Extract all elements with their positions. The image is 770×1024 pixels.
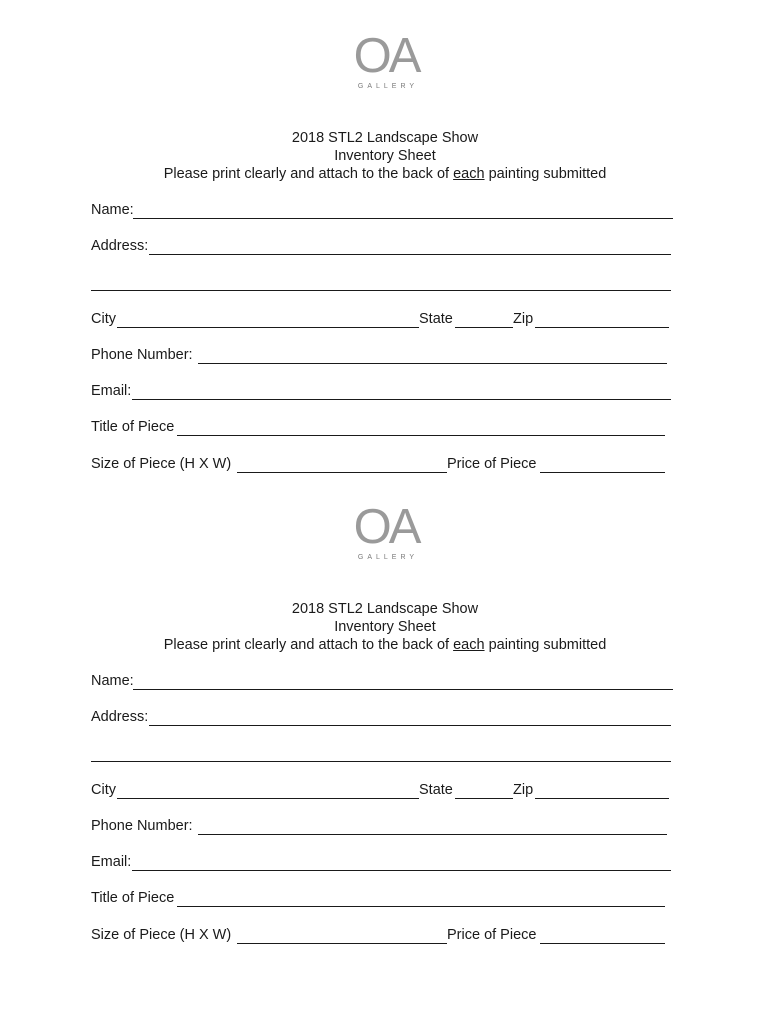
email-label: Email: [91,854,132,870]
phone-label: Phone Number: [91,347,193,363]
city-label: City [91,311,116,327]
instructions-after: painting submitted [484,166,607,182]
address-label: Address: [91,709,149,725]
inventory-sheet-2 [0,471,770,941]
show-title: 2018 STL2 Landscape Show [291,601,479,617]
phone-label: Phone Number: [91,818,193,834]
inventory-sheet-1 [0,0,770,470]
instructions [0,165,770,183]
instructions-before: Please print clearly and attach to the back of [163,637,454,653]
name-row [91,201,673,219]
price-label: Price of Piece [447,456,537,472]
state-field[interactable] [455,798,513,799]
price-label: Price of Piece [447,927,537,943]
address-line-2-row [91,273,671,291]
name-field[interactable] [133,689,673,690]
show-title: 2018 STL2 Landscape Show [291,130,479,146]
gallery-logo [336,29,436,92]
logo-mark: OA [353,29,419,83]
address-line-2-field[interactable] [91,761,671,762]
title-label: Title of Piece [91,890,175,906]
title-row [91,889,665,907]
instructions-emphasis: each [453,637,485,653]
size-field[interactable] [237,943,447,944]
name-label: Name: [91,673,134,689]
title-row [91,418,665,436]
gallery-logo [336,500,436,563]
phone-row [91,817,667,835]
zip-field[interactable] [535,798,669,799]
address-field[interactable] [149,254,671,255]
city-state-zip-row [91,310,669,328]
address-row [91,237,671,255]
logo-mark: OA [353,500,419,554]
phone-row [91,346,667,364]
size-price-row [91,926,665,944]
email-row [91,382,671,400]
price-field[interactable] [540,943,665,944]
sheet-title: Inventory Sheet [334,148,436,164]
logo-subtitle: GALLERY [357,554,419,561]
address-field[interactable] [149,725,671,726]
size-label: Size of Piece (H X W) [91,456,232,472]
address-row [91,708,671,726]
name-label: Name: [91,202,134,218]
title-label: Title of Piece [91,419,175,435]
instructions-before: Please print clearly and attach to the back of [163,166,454,182]
email-row [91,853,671,871]
city-state-zip-row [91,781,669,799]
state-label: State [419,782,453,798]
address-label: Address: [91,238,149,254]
zip-label: Zip [513,782,534,798]
zip-field[interactable] [535,327,669,328]
state-field[interactable] [455,327,513,328]
title-field[interactable] [177,435,665,436]
email-field[interactable] [132,870,671,871]
size-label: Size of Piece (H X W) [91,927,232,943]
instructions-after: painting submitted [484,637,607,653]
email-label: Email: [91,383,132,399]
phone-field[interactable] [198,834,667,835]
sheet-title: Inventory Sheet [334,619,436,635]
city-field[interactable] [117,798,419,799]
city-field[interactable] [117,327,419,328]
city-label: City [91,782,116,798]
title-field[interactable] [177,906,665,907]
logo-subtitle: GALLERY [357,83,419,90]
phone-field[interactable] [198,363,667,364]
name-field[interactable] [133,218,673,219]
email-field[interactable] [132,399,671,400]
address-line-2-row [91,744,671,762]
zip-label: Zip [513,311,534,327]
instructions [0,636,770,654]
name-row [91,672,673,690]
instructions-emphasis: each [453,166,485,182]
address-line-2-field[interactable] [91,290,671,291]
state-label: State [419,311,453,327]
